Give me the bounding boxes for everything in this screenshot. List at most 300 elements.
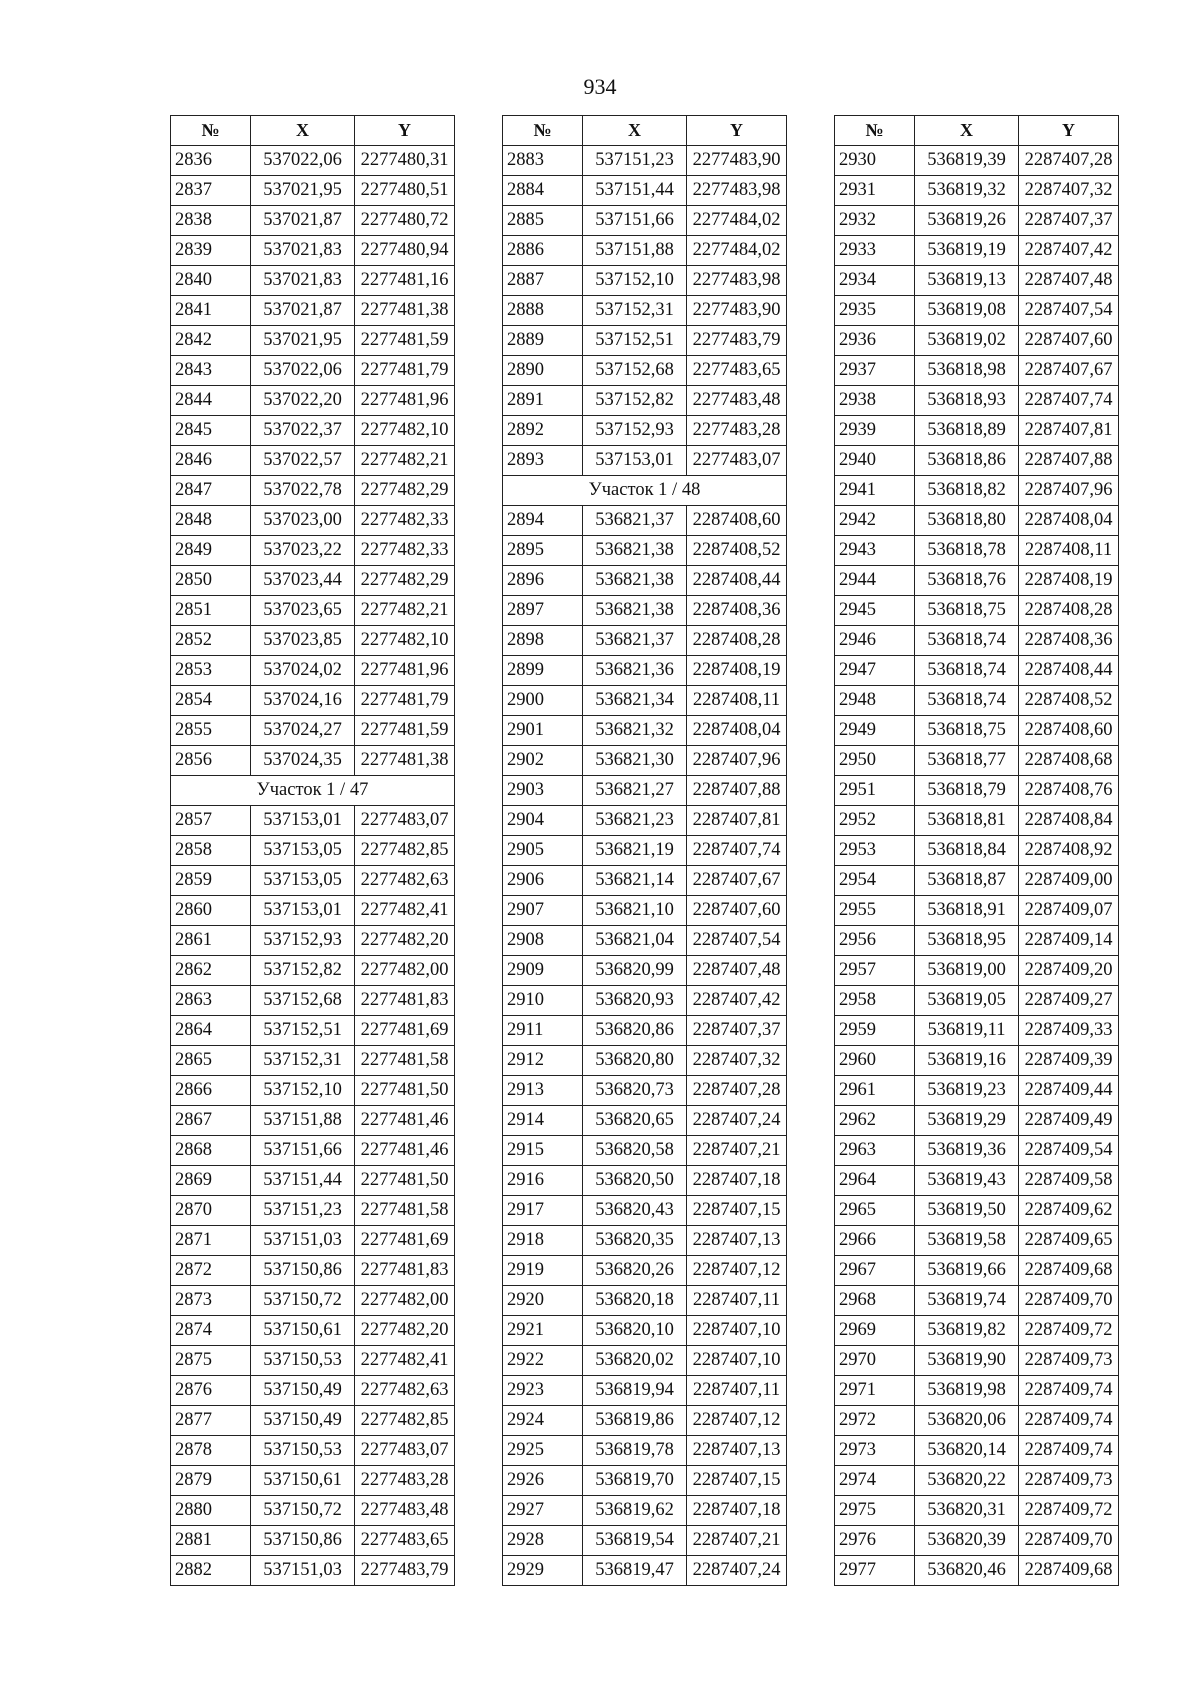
x-coordinate-cell: 537150,53 — [251, 1346, 355, 1376]
table-row — [503, 1196, 787, 1226]
y-coordinate-cell: 2287408,19 — [1019, 566, 1119, 596]
x-coordinate-cell: 537022,78 — [251, 476, 355, 506]
x-coordinate-cell: 536819,86 — [583, 1406, 687, 1436]
y-coordinate-cell: 2277481,59 — [355, 716, 455, 746]
point-number-cell: 2856 — [171, 746, 251, 776]
x-coordinate-cell: 536819,13 — [915, 266, 1019, 296]
table-row — [171, 1436, 455, 1466]
table-row — [503, 446, 787, 476]
x-coordinate-cell: 537022,06 — [251, 146, 355, 176]
table-row — [503, 716, 787, 746]
x-coordinate-cell: 537151,66 — [251, 1136, 355, 1166]
point-number-cell: 2926 — [503, 1466, 583, 1496]
point-number-cell: 2855 — [171, 716, 251, 746]
point-number-cell: 2931 — [835, 176, 915, 206]
table-row — [503, 926, 787, 956]
table-row — [835, 1016, 1119, 1046]
point-number-cell: 2890 — [503, 356, 583, 386]
x-coordinate-cell: 536818,86 — [915, 446, 1019, 476]
point-number-cell: 2875 — [171, 1346, 251, 1376]
header-x: X — [251, 116, 355, 146]
y-coordinate-cell: 2287407,37 — [1019, 206, 1119, 236]
x-coordinate-cell: 536818,74 — [915, 626, 1019, 656]
x-coordinate-cell: 537151,03 — [251, 1226, 355, 1256]
y-coordinate-cell: 2277481,83 — [355, 986, 455, 1016]
table-row — [835, 536, 1119, 566]
x-coordinate-cell: 536821,37 — [583, 626, 687, 656]
y-coordinate-cell: 2287407,67 — [687, 866, 787, 896]
y-coordinate-cell: 2277483,79 — [355, 1556, 455, 1586]
x-coordinate-cell: 536819,29 — [915, 1106, 1019, 1136]
x-coordinate-cell: 536821,30 — [583, 746, 687, 776]
y-coordinate-cell: 2277484,02 — [687, 236, 787, 266]
y-coordinate-cell: 2287407,24 — [687, 1106, 787, 1136]
x-coordinate-cell: 536821,37 — [583, 506, 687, 536]
header-number: № — [835, 116, 915, 146]
table-row — [835, 326, 1119, 356]
table-row — [503, 1136, 787, 1166]
x-coordinate-cell: 536818,81 — [915, 806, 1019, 836]
y-coordinate-cell: 2277481,59 — [355, 326, 455, 356]
x-coordinate-cell: 536821,27 — [583, 776, 687, 806]
x-coordinate-cell: 537024,16 — [251, 686, 355, 716]
point-number-cell: 2960 — [835, 1046, 915, 1076]
table-row — [503, 866, 787, 896]
x-coordinate-cell: 536819,66 — [915, 1256, 1019, 1286]
y-coordinate-cell: 2287407,60 — [687, 896, 787, 926]
x-coordinate-cell: 537150,72 — [251, 1496, 355, 1526]
y-coordinate-cell: 2287407,54 — [687, 926, 787, 956]
table-row — [171, 956, 455, 986]
y-coordinate-cell: 2277482,10 — [355, 626, 455, 656]
x-coordinate-cell: 537151,88 — [583, 236, 687, 266]
x-coordinate-cell: 537151,23 — [251, 1196, 355, 1226]
table-row — [503, 1376, 787, 1406]
x-coordinate-cell: 536820,06 — [915, 1406, 1019, 1436]
y-coordinate-cell: 2287408,84 — [1019, 806, 1119, 836]
x-coordinate-cell: 536819,90 — [915, 1346, 1019, 1376]
y-coordinate-cell: 2277482,21 — [355, 446, 455, 476]
point-number-cell: 2901 — [503, 716, 583, 746]
x-coordinate-cell: 537022,20 — [251, 386, 355, 416]
x-coordinate-cell: 537152,31 — [251, 1046, 355, 1076]
table-row — [503, 626, 787, 656]
table-row — [171, 1046, 455, 1076]
point-number-cell: 2847 — [171, 476, 251, 506]
table-row — [503, 1466, 787, 1496]
x-coordinate-cell: 536821,32 — [583, 716, 687, 746]
x-coordinate-cell: 537023,00 — [251, 506, 355, 536]
y-coordinate-cell: 2287409,70 — [1019, 1526, 1119, 1556]
y-coordinate-cell: 2287408,60 — [687, 506, 787, 536]
y-coordinate-cell: 2287408,60 — [1019, 716, 1119, 746]
table-row — [503, 176, 787, 206]
x-coordinate-cell: 537022,37 — [251, 416, 355, 446]
y-coordinate-cell: 2277483,07 — [687, 446, 787, 476]
table-row — [171, 296, 455, 326]
point-number-cell: 2899 — [503, 656, 583, 686]
x-coordinate-cell: 537150,49 — [251, 1406, 355, 1436]
point-number-cell: 2884 — [503, 176, 583, 206]
table-row — [171, 1286, 455, 1316]
point-number-cell: 2877 — [171, 1406, 251, 1436]
x-coordinate-cell: 536818,75 — [915, 596, 1019, 626]
y-coordinate-cell: 2277483,28 — [687, 416, 787, 446]
point-number-cell: 2874 — [171, 1316, 251, 1346]
x-coordinate-cell: 536820,99 — [583, 956, 687, 986]
coordinates-table-left — [170, 115, 455, 1586]
y-coordinate-cell: 2277480,72 — [355, 206, 455, 236]
y-coordinate-cell: 2277481,46 — [355, 1106, 455, 1136]
table-row — [835, 1406, 1119, 1436]
table-row — [503, 536, 787, 566]
x-coordinate-cell: 536819,94 — [583, 1376, 687, 1406]
x-coordinate-cell: 537152,31 — [583, 296, 687, 326]
x-coordinate-cell: 537152,68 — [583, 356, 687, 386]
point-number-cell: 2908 — [503, 926, 583, 956]
x-coordinate-cell: 536821,36 — [583, 656, 687, 686]
table-row — [503, 986, 787, 1016]
point-number-cell: 2919 — [503, 1256, 583, 1286]
point-number-cell: 2939 — [835, 416, 915, 446]
y-coordinate-cell: 2287407,81 — [1019, 416, 1119, 446]
table-row — [503, 416, 787, 446]
point-number-cell: 2911 — [503, 1016, 583, 1046]
y-coordinate-cell: 2287408,76 — [1019, 776, 1119, 806]
y-coordinate-cell: 2277481,96 — [355, 386, 455, 416]
table-row — [835, 836, 1119, 866]
table-row — [835, 446, 1119, 476]
table-row — [835, 1046, 1119, 1076]
table-row — [171, 806, 455, 836]
x-coordinate-cell: 536818,93 — [915, 386, 1019, 416]
table-row — [835, 1136, 1119, 1166]
table-body — [171, 146, 455, 1586]
x-coordinate-cell: 536821,23 — [583, 806, 687, 836]
table-row — [503, 386, 787, 416]
x-coordinate-cell: 537152,10 — [251, 1076, 355, 1106]
x-coordinate-cell: 536819,23 — [915, 1076, 1019, 1106]
x-coordinate-cell: 537150,61 — [251, 1316, 355, 1346]
table-row — [835, 1436, 1119, 1466]
x-coordinate-cell: 536820,73 — [583, 1076, 687, 1106]
point-number-cell: 2932 — [835, 206, 915, 236]
point-number-cell: 2916 — [503, 1166, 583, 1196]
point-number-cell: 2840 — [171, 266, 251, 296]
y-coordinate-cell: 2287409,39 — [1019, 1046, 1119, 1076]
y-coordinate-cell: 2287409,27 — [1019, 986, 1119, 1016]
point-number-cell: 2850 — [171, 566, 251, 596]
y-coordinate-cell: 2277482,29 — [355, 566, 455, 596]
y-coordinate-cell: 2277481,69 — [355, 1016, 455, 1046]
table-row — [835, 206, 1119, 236]
table-row — [835, 1496, 1119, 1526]
y-coordinate-cell: 2277483,48 — [355, 1496, 455, 1526]
y-coordinate-cell: 2277481,69 — [355, 1226, 455, 1256]
point-number-cell: 2942 — [835, 506, 915, 536]
y-coordinate-cell: 2287407,28 — [1019, 146, 1119, 176]
table-row — [171, 1226, 455, 1256]
point-number-cell: 2893 — [503, 446, 583, 476]
table-row — [503, 1046, 787, 1076]
x-coordinate-cell: 537151,23 — [583, 146, 687, 176]
table-row — [503, 686, 787, 716]
point-number-cell: 2898 — [503, 626, 583, 656]
table-row — [171, 386, 455, 416]
table-row — [835, 1556, 1119, 1586]
x-coordinate-cell: 536818,80 — [915, 506, 1019, 536]
point-number-cell: 2914 — [503, 1106, 583, 1136]
y-coordinate-cell: 2277481,16 — [355, 266, 455, 296]
table-row — [171, 1316, 455, 1346]
x-coordinate-cell: 537022,57 — [251, 446, 355, 476]
y-coordinate-cell: 2287409,73 — [1019, 1346, 1119, 1376]
y-coordinate-cell: 2287407,60 — [1019, 326, 1119, 356]
x-coordinate-cell: 536818,76 — [915, 566, 1019, 596]
table-row — [171, 986, 455, 1016]
y-coordinate-cell: 2287408,19 — [687, 656, 787, 686]
table-row — [835, 1076, 1119, 1106]
point-number-cell: 2918 — [503, 1226, 583, 1256]
point-number-cell: 2958 — [835, 986, 915, 1016]
point-number-cell: 2915 — [503, 1136, 583, 1166]
point-number-cell: 2879 — [171, 1466, 251, 1496]
point-number-cell: 2861 — [171, 926, 251, 956]
x-coordinate-cell: 536818,74 — [915, 686, 1019, 716]
x-coordinate-cell: 536821,14 — [583, 866, 687, 896]
x-coordinate-cell: 537021,95 — [251, 176, 355, 206]
y-coordinate-cell: 2287409,74 — [1019, 1376, 1119, 1406]
x-coordinate-cell: 536821,38 — [583, 566, 687, 596]
x-coordinate-cell: 537023,65 — [251, 596, 355, 626]
x-coordinate-cell: 536820,14 — [915, 1436, 1019, 1466]
table-row — [835, 1196, 1119, 1226]
y-coordinate-cell: 2287407,74 — [1019, 386, 1119, 416]
y-coordinate-cell: 2277482,33 — [355, 506, 455, 536]
point-number-cell: 2949 — [835, 716, 915, 746]
x-coordinate-cell: 536820,31 — [915, 1496, 1019, 1526]
table-row — [503, 1556, 787, 1586]
point-number-cell: 2862 — [171, 956, 251, 986]
point-number-cell: 2876 — [171, 1376, 251, 1406]
point-number-cell: 2944 — [835, 566, 915, 596]
y-coordinate-cell: 2277482,41 — [355, 896, 455, 926]
point-number-cell: 2969 — [835, 1316, 915, 1346]
x-coordinate-cell: 536821,38 — [583, 536, 687, 566]
y-coordinate-cell: 2287408,04 — [687, 716, 787, 746]
x-coordinate-cell: 537021,83 — [251, 266, 355, 296]
table-row — [835, 746, 1119, 776]
table-row — [171, 1106, 455, 1136]
table-row — [171, 1076, 455, 1106]
y-coordinate-cell: 2277482,33 — [355, 536, 455, 566]
y-coordinate-cell: 2287409,74 — [1019, 1436, 1119, 1466]
table-row — [503, 1226, 787, 1256]
y-coordinate-cell: 2277483,90 — [687, 296, 787, 326]
table-row — [835, 866, 1119, 896]
y-coordinate-cell: 2287409,72 — [1019, 1316, 1119, 1346]
y-coordinate-cell: 2287409,00 — [1019, 866, 1119, 896]
point-number-cell: 2872 — [171, 1256, 251, 1286]
x-coordinate-cell: 537150,86 — [251, 1256, 355, 1286]
point-number-cell: 2954 — [835, 866, 915, 896]
header-x: X — [915, 116, 1019, 146]
point-number-cell: 2933 — [835, 236, 915, 266]
x-coordinate-cell: 536818,91 — [915, 896, 1019, 926]
x-coordinate-cell: 536819,54 — [583, 1526, 687, 1556]
point-number-cell: 2962 — [835, 1106, 915, 1136]
table-row — [171, 866, 455, 896]
point-number-cell: 2975 — [835, 1496, 915, 1526]
table-row — [835, 716, 1119, 746]
point-number-cell: 2953 — [835, 836, 915, 866]
y-coordinate-cell: 2277483,65 — [355, 1526, 455, 1556]
y-coordinate-cell: 2287407,24 — [687, 1556, 787, 1586]
x-coordinate-cell: 536818,87 — [915, 866, 1019, 896]
section-title: Участок 1 / 48 — [503, 476, 787, 506]
x-coordinate-cell: 536819,43 — [915, 1166, 1019, 1196]
table-row — [171, 176, 455, 206]
y-coordinate-cell: 2287407,81 — [687, 806, 787, 836]
point-number-cell: 2936 — [835, 326, 915, 356]
point-number-cell: 2839 — [171, 236, 251, 266]
y-coordinate-cell: 2287409,20 — [1019, 956, 1119, 986]
point-number-cell: 2857 — [171, 806, 251, 836]
x-coordinate-cell: 537153,01 — [251, 806, 355, 836]
y-coordinate-cell: 2287407,32 — [1019, 176, 1119, 206]
table-row — [171, 146, 455, 176]
point-number-cell: 2937 — [835, 356, 915, 386]
table-row — [835, 386, 1119, 416]
point-number-cell: 2870 — [171, 1196, 251, 1226]
x-coordinate-cell: 536818,95 — [915, 926, 1019, 956]
point-number-cell: 2878 — [171, 1436, 251, 1466]
point-number-cell: 2927 — [503, 1496, 583, 1526]
x-coordinate-cell: 536819,62 — [583, 1496, 687, 1526]
y-coordinate-cell: 2277483,48 — [687, 386, 787, 416]
table-row — [503, 1316, 787, 1346]
table-row — [835, 776, 1119, 806]
y-coordinate-cell: 2287407,11 — [687, 1376, 787, 1406]
point-number-cell: 2976 — [835, 1526, 915, 1556]
table-row — [171, 1406, 455, 1436]
y-coordinate-cell: 2287409,49 — [1019, 1106, 1119, 1136]
point-number-cell: 2909 — [503, 956, 583, 986]
y-coordinate-cell: 2277481,50 — [355, 1166, 455, 1196]
y-coordinate-cell: 2287408,36 — [1019, 626, 1119, 656]
table-row — [835, 1166, 1119, 1196]
y-coordinate-cell: 2287407,54 — [1019, 296, 1119, 326]
table-row — [503, 956, 787, 986]
point-number-cell: 2843 — [171, 356, 251, 386]
point-number-cell: 2892 — [503, 416, 583, 446]
point-number-cell: 2947 — [835, 656, 915, 686]
point-number-cell: 2896 — [503, 566, 583, 596]
x-coordinate-cell: 536819,74 — [915, 1286, 1019, 1316]
y-coordinate-cell: 2277481,46 — [355, 1136, 455, 1166]
x-coordinate-cell: 536821,38 — [583, 596, 687, 626]
x-coordinate-cell: 537152,82 — [251, 956, 355, 986]
y-coordinate-cell: 2277482,10 — [355, 416, 455, 446]
point-number-cell: 2869 — [171, 1166, 251, 1196]
coordinates-table-right — [834, 115, 1119, 1586]
y-coordinate-cell: 2277482,85 — [355, 836, 455, 866]
y-coordinate-cell: 2287407,67 — [1019, 356, 1119, 386]
point-number-cell: 2925 — [503, 1436, 583, 1466]
point-number-cell: 2928 — [503, 1526, 583, 1556]
point-number-cell: 2956 — [835, 926, 915, 956]
table-row — [171, 626, 455, 656]
point-number-cell: 2943 — [835, 536, 915, 566]
x-coordinate-cell: 537150,61 — [251, 1466, 355, 1496]
y-coordinate-cell: 2287409,68 — [1019, 1556, 1119, 1586]
y-coordinate-cell: 2287407,15 — [687, 1196, 787, 1226]
y-coordinate-cell: 2277481,38 — [355, 746, 455, 776]
point-number-cell: 2959 — [835, 1016, 915, 1046]
y-coordinate-cell: 2287407,88 — [687, 776, 787, 806]
point-number-cell: 2971 — [835, 1376, 915, 1406]
y-coordinate-cell: 2277481,50 — [355, 1076, 455, 1106]
point-number-cell: 2964 — [835, 1166, 915, 1196]
table-row — [171, 506, 455, 536]
x-coordinate-cell: 536818,98 — [915, 356, 1019, 386]
y-coordinate-cell: 2287408,11 — [687, 686, 787, 716]
y-coordinate-cell: 2277482,20 — [355, 1316, 455, 1346]
y-coordinate-cell: 2287407,21 — [687, 1526, 787, 1556]
table-row — [503, 146, 787, 176]
point-number-cell: 2920 — [503, 1286, 583, 1316]
y-coordinate-cell: 2287407,42 — [687, 986, 787, 1016]
y-coordinate-cell: 2287408,11 — [1019, 536, 1119, 566]
y-coordinate-cell: 2277483,90 — [687, 146, 787, 176]
table-row — [835, 416, 1119, 446]
y-coordinate-cell: 2287407,48 — [1019, 266, 1119, 296]
x-coordinate-cell: 536820,39 — [915, 1526, 1019, 1556]
header-y: Y — [1019, 116, 1119, 146]
table-row — [171, 1196, 455, 1226]
table-row — [503, 506, 787, 536]
y-coordinate-cell: 2287407,37 — [687, 1016, 787, 1046]
point-number-cell: 2974 — [835, 1466, 915, 1496]
table-row — [835, 176, 1119, 206]
point-number-cell: 2848 — [171, 506, 251, 536]
y-coordinate-cell: 2287407,12 — [687, 1256, 787, 1286]
y-coordinate-cell: 2287409,65 — [1019, 1226, 1119, 1256]
point-number-cell: 2950 — [835, 746, 915, 776]
x-coordinate-cell: 537152,93 — [251, 926, 355, 956]
table-row — [835, 296, 1119, 326]
y-coordinate-cell: 2287407,10 — [687, 1316, 787, 1346]
x-coordinate-cell: 537022,06 — [251, 356, 355, 386]
header-number: № — [503, 116, 583, 146]
y-coordinate-cell: 2277480,51 — [355, 176, 455, 206]
x-coordinate-cell: 536819,02 — [915, 326, 1019, 356]
table-row — [503, 1286, 787, 1316]
table-body — [503, 146, 787, 1586]
table-row — [503, 1076, 787, 1106]
y-coordinate-cell: 2277481,96 — [355, 656, 455, 686]
table-row — [503, 206, 787, 236]
table-row — [835, 236, 1119, 266]
x-coordinate-cell: 536819,58 — [915, 1226, 1019, 1256]
page-number: 934 — [583, 74, 617, 99]
point-number-cell: 2970 — [835, 1346, 915, 1376]
y-coordinate-cell: 2277483,98 — [687, 266, 787, 296]
x-coordinate-cell: 536820,80 — [583, 1046, 687, 1076]
x-coordinate-cell: 537151,88 — [251, 1106, 355, 1136]
x-coordinate-cell: 537150,86 — [251, 1526, 355, 1556]
y-coordinate-cell: 2277482,85 — [355, 1406, 455, 1436]
